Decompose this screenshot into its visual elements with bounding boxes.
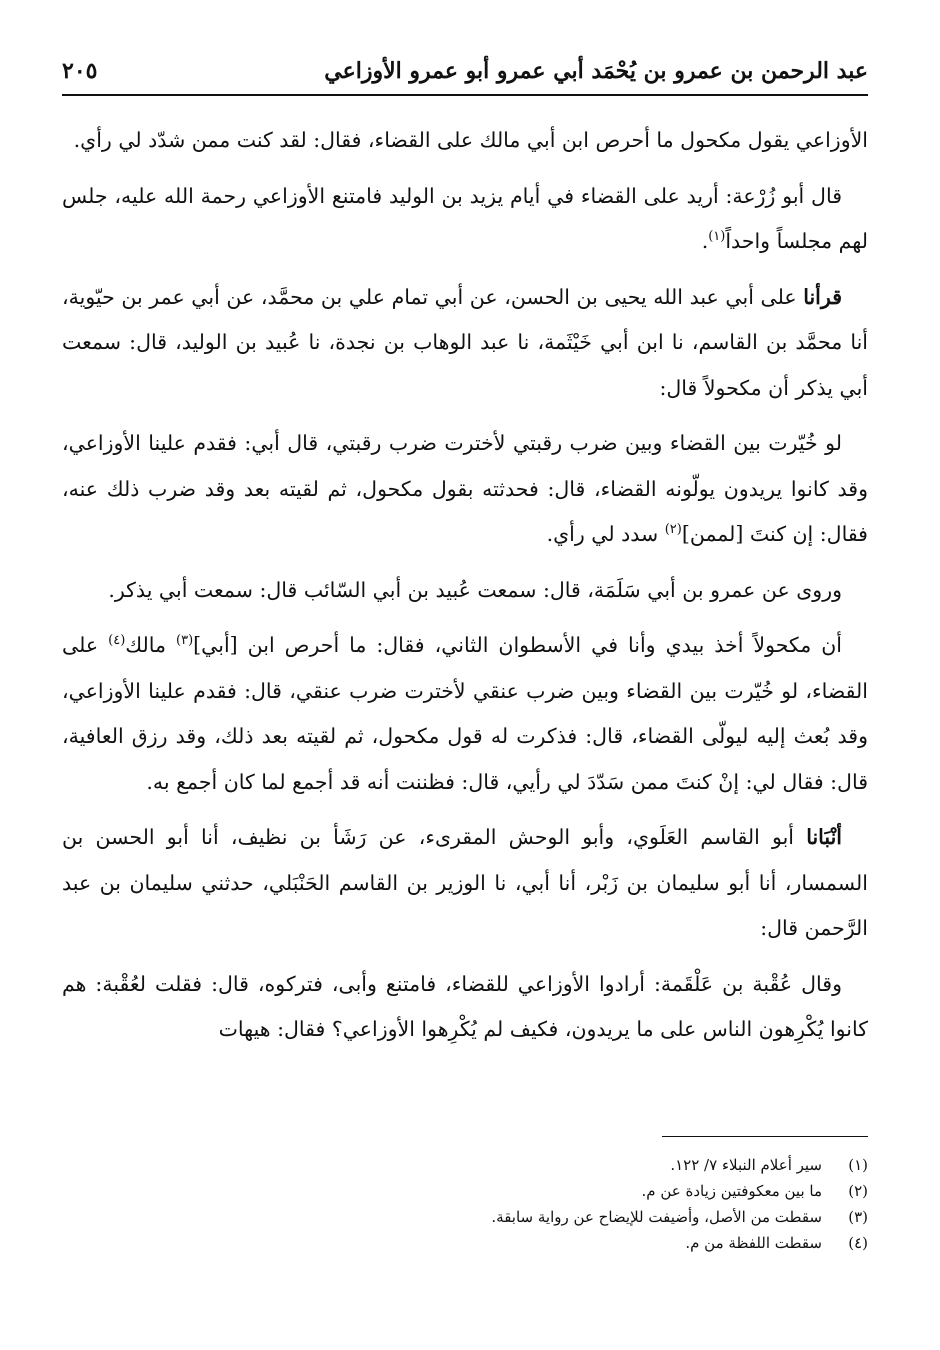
footnote-number: (٤)	[848, 1234, 868, 1252]
paragraph-7	[62, 815, 868, 952]
footnote-text: سقطت من الأصل، وأضيفت للإيضاح عن رواية سابقة.	[491, 1208, 822, 1226]
main-text	[62, 118, 868, 1063]
footnote-1	[62, 1152, 868, 1178]
header-title: عبد الرحمن بن عمرو بن يُحْمَد أبي عمرو أبو عمرو الأوزاعي	[324, 58, 868, 84]
footnote-divider	[662, 1136, 868, 1137]
paragraph-2-text: قال أبو زُرْعة: أريد على القضاء في أيام يزيد بن الوليد فامتنع الأوزاعي رحمة الله عليه، جلس لهم مجلساً واحداً	[62, 183, 868, 253]
footnote-text: سير أعلام النبلاء ٧/ ١٢٢.	[670, 1156, 822, 1174]
paragraph-4-end: سدد لي رأي.	[546, 522, 665, 546]
page-number: ٢٠٥	[62, 58, 98, 84]
footnote-text: سقطت اللفظة من م.	[685, 1234, 822, 1252]
paragraph-5-text: وروى عن عمرو بن أبي سَلَمَة، قال: سمعت عُبيد بن أبي السّائب قال: سمعت أبي يذكر.	[108, 577, 842, 602]
paragraph-3	[62, 275, 868, 412]
paragraph-2-end: .	[701, 229, 709, 253]
paragraph-8-text: وقال عُقْبة بن عَلْقَمة: أرادوا الأوزاعي للقضاء، فامتنع وأبى، فتركوه، قال: فقلت لعُقْبة: هم كانوا يُكْرِهون الناس على ما يريدون، فكيف لم يُكْرِهوا الأوزاعي؟ فقال: هيهات	[62, 971, 868, 1041]
paragraph-6-text-a: أن مكحولاً أخذ بيدي وأنا في الأسطوان الثاني، فقال: ما أحرص ابن [أبي]	[193, 633, 842, 657]
paragraph-4	[62, 421, 868, 558]
footnote-ref-3[interactable]: (٣)	[176, 633, 194, 649]
footnote-number: (١)	[848, 1156, 868, 1174]
paragraph-3-lead: قرأنا	[803, 284, 842, 309]
footnote-ref-1[interactable]: (١)	[708, 229, 726, 245]
paragraph-6	[62, 623, 868, 805]
paragraph-5	[62, 568, 868, 614]
paragraph-4-text: لو خُيّرت بين القضاء وبين ضرب رقبتي لأخترت ضرب رقبتي، قال أبي: فقدم علينا الأوزاعي، وقد كانوا يريدون يولّونه القضاء، قال: فحدثته بقول مكحول، ثم لقيته بعد وقد ضرب ذلك عنه، فقال: إن كنتَ [لممن]	[62, 431, 868, 546]
paragraph-7-text: أبو القاسم العَلَوي، وأبو الوحش المقرىء، عن رَشَأ بن نظيف، أنا أبو الحسن بن السمسار، أنا أبو سليمان بن زَبْر، أنا أبي، نا الوزير بن القاسم الحَنْبَلي، حدثني سليمان بن عبد الرَّحمن قال:	[62, 825, 868, 940]
footnote-4	[62, 1230, 868, 1256]
paragraph-3-text: على أبي عبد الله يحيى بن الحسن، عن أبي تمام علي بن محمَّد، عن أبي عمر بن حيّوية، أنا محمَّد بن القاسم، نا ابن أبي خَيْثَمة، نا عبد الوهاب بن نجدة، نا عُبيد بن الوليد، قال: سمعت أبي يذكر أن مكحولاً قال:	[62, 284, 868, 400]
running-header	[62, 48, 868, 96]
footnotes	[62, 1152, 868, 1256]
footnote-2	[62, 1178, 868, 1204]
paragraph-6-text-b: مالك	[125, 633, 177, 657]
paragraph-6-text-c: على القضاء، لو خُيّرت بين القضاء وبين ضرب عنقي لأخترت ضرب عنقي، قال: فقدم علينا الأوزاعي، وقد بُعث إليه ليولّى القضاء، قال: فذكرت له قول مكحول، ثم لقيته بعد ذلك، وقد رزق العافية، قال: فقال لي: إنْ كنتَ ممن سَدّدَ لي رأيي، قال: فظننت أنه قد أجمع لما كان أجمع به.	[62, 633, 868, 794]
footnote-text: ما بين معكوفتين زيادة عن م.	[641, 1182, 822, 1200]
paragraph-1	[62, 118, 868, 164]
paragraph-7-lead: أنْبَانا	[806, 825, 842, 849]
paragraph-2	[62, 174, 868, 265]
paragraph-1-text: الأوزاعي يقول مكحول ما أحرص ابن أبي مالك على القضاء، فقال: لقد كنت ممن شدّد لي رأي.	[73, 128, 868, 152]
footnote-ref-4[interactable]: (٤)	[108, 633, 126, 649]
footnote-ref-2[interactable]: (٢)	[664, 522, 682, 538]
footnote-number: (٣)	[848, 1208, 868, 1226]
footnote-number: (٢)	[848, 1182, 868, 1200]
footnote-3	[62, 1204, 868, 1230]
paragraph-8	[62, 962, 868, 1053]
